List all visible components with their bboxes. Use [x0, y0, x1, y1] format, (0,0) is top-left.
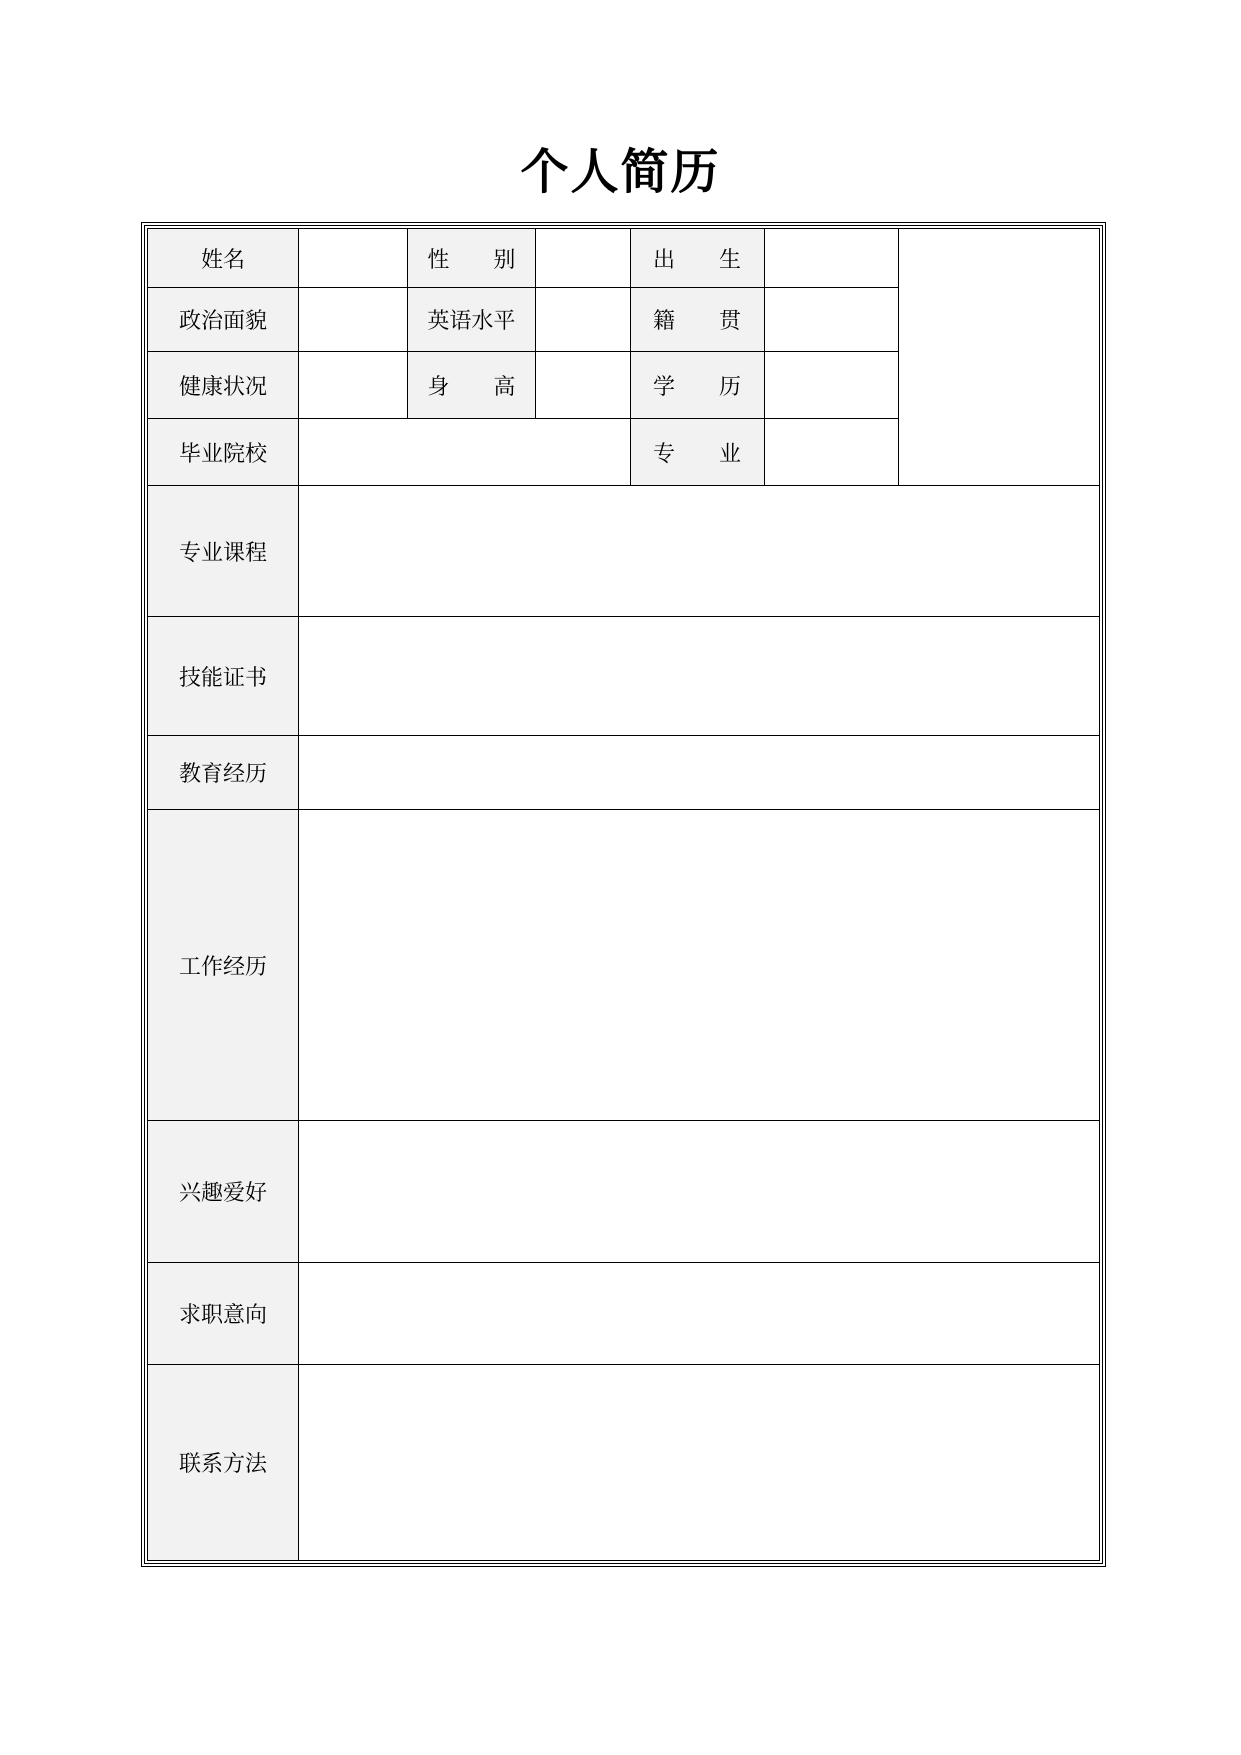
page-title: 个人简历 — [520, 144, 721, 200]
native-field[interactable] — [764, 288, 898, 352]
health-field[interactable] — [299, 352, 408, 419]
work-label: 工作经历 — [148, 810, 299, 1121]
major-label: 专 业 — [653, 441, 742, 467]
certificates-label: 技能证书 — [148, 617, 299, 736]
education-label: 教育经历 — [148, 736, 299, 810]
gender-label: 性 别 — [427, 247, 516, 273]
health-label: 健康状况 — [148, 352, 299, 419]
hobbies-field[interactable] — [299, 1121, 1100, 1263]
school-field[interactable] — [299, 419, 630, 486]
certificates-field[interactable] — [299, 617, 1100, 736]
birth-label: 出 生 — [653, 247, 742, 273]
resume-table — [147, 228, 1100, 1561]
native-label: 籍 贯 — [653, 309, 742, 334]
work-field[interactable] — [299, 810, 1100, 1121]
english-label: 英语水平 — [407, 288, 535, 352]
height-label: 身 高 — [427, 374, 516, 400]
school-label: 毕业院校 — [148, 419, 299, 486]
political-field[interactable] — [299, 288, 408, 352]
resume-form — [141, 222, 1106, 1567]
height-field[interactable] — [535, 352, 630, 419]
courses-label: 专业课程 — [148, 486, 299, 617]
contact-field[interactable] — [299, 1365, 1100, 1561]
hobbies-label: 兴趣爱好 — [148, 1121, 299, 1263]
birth-field[interactable] — [764, 229, 898, 288]
name-label: 姓名 — [148, 229, 299, 288]
english-field[interactable] — [535, 288, 630, 352]
political-label: 政治面貌 — [148, 288, 299, 352]
objective-label: 求职意向 — [148, 1263, 299, 1365]
education-field[interactable] — [299, 736, 1100, 810]
major-field[interactable] — [764, 419, 898, 486]
name-field[interactable] — [299, 229, 408, 288]
contact-label: 联系方法 — [148, 1365, 299, 1561]
photo-box[interactable] — [898, 229, 1100, 486]
objective-field[interactable] — [299, 1263, 1100, 1365]
education-level-label: 学 历 — [653, 374, 742, 400]
education-level-field[interactable] — [764, 352, 898, 419]
courses-field[interactable] — [299, 486, 1100, 617]
gender-field[interactable] — [535, 229, 630, 288]
